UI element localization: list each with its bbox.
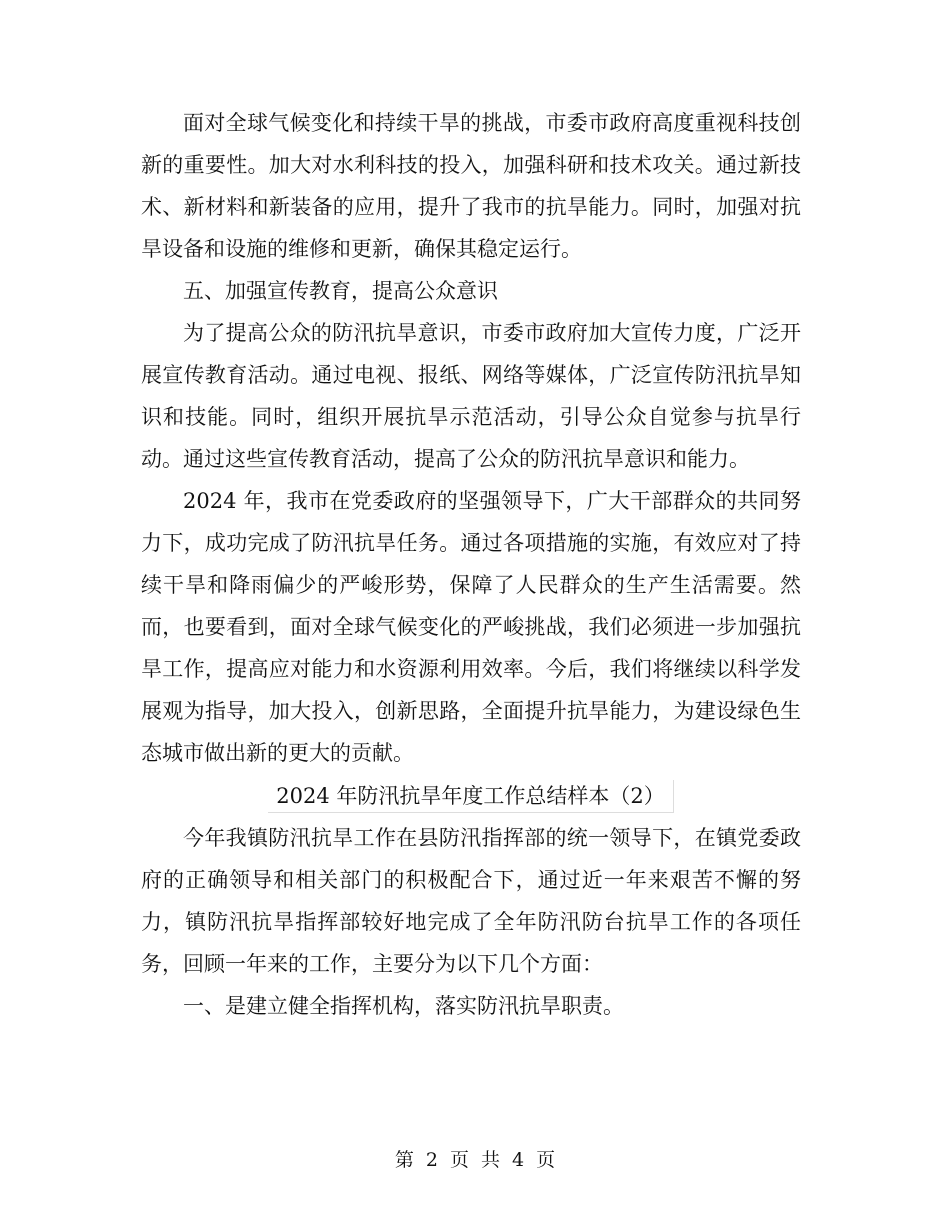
section-heading-command: 一、是建立健全指挥机构，落实防汛抗旱职责。 — [183, 994, 624, 1018]
document-title-row — [141, 774, 801, 817]
paragraph-tech-innovation: 面对全球气候变化和持续干旱的挑战，市委市政府高度重视科技创新的重要性。加大对水利科技的投入，加强科研和技术攻关。通过新技术、新材料和新装备的应用，提升了我市的抗旱能力。同时，加强对抗旱设备和设施的维修和更新，确保其稳定运行。 — [141, 111, 801, 261]
paragraph-town-intro: 今年我镇防汛抗旱工作在县防汛指挥部的统一领导下，在镇党委政府的正确领导和相关部门的积极配合下，通过近一年来艰苦不懈的努力，镇防汛抗旱指挥部较好地完成了全年防汛防台抗旱工作的各项任务，回顾一年来的工作，主要分为以下几个方面： — [141, 826, 801, 976]
section-heading-publicity: 五、加强宣传教育，提高公众意识 — [183, 279, 498, 303]
paragraph-publicity: 为了提高公众的防汛抗旱意识，市委市政府加大宣传力度，广泛开展宣传教育活动。通过电视、报纸、网络等媒体，广泛宣传防汛抗旱知识和技能。同时，组织开展抗旱示范活动，引导公众自觉参与抗旱行动。通过这些宣传教育活动，提高了公众的防汛抗旱意识和能力。 — [141, 321, 801, 471]
document-body — [141, 102, 801, 1027]
paragraph-summary-2024: 2024 年，我市在党委政府的坚强领导下，广大干部群众的共同努力下，成功完成了防汛抗旱任务。通过各项措施的实施，有效应对了持续干旱和降雨偏少的严峻形势，保障了人民群众的生产生活需要。然而，也要看到，面对全球气候变化的严峻挑战，我们必须进一步加强抗旱工作，提高应对能力和水资源利用效率。今后，我们将继续以科学发展观为指导，加大投入，创新思路，全面提升抗旱能力，为建设绿色生态城市做出新的更大的贡献。 — [141, 489, 801, 765]
document-title: 2024 年防汛抗旱年度工作总结样本（2） — [268, 780, 673, 813]
page-footer: 第 2 页 共 4 页 — [394, 1149, 556, 1171]
